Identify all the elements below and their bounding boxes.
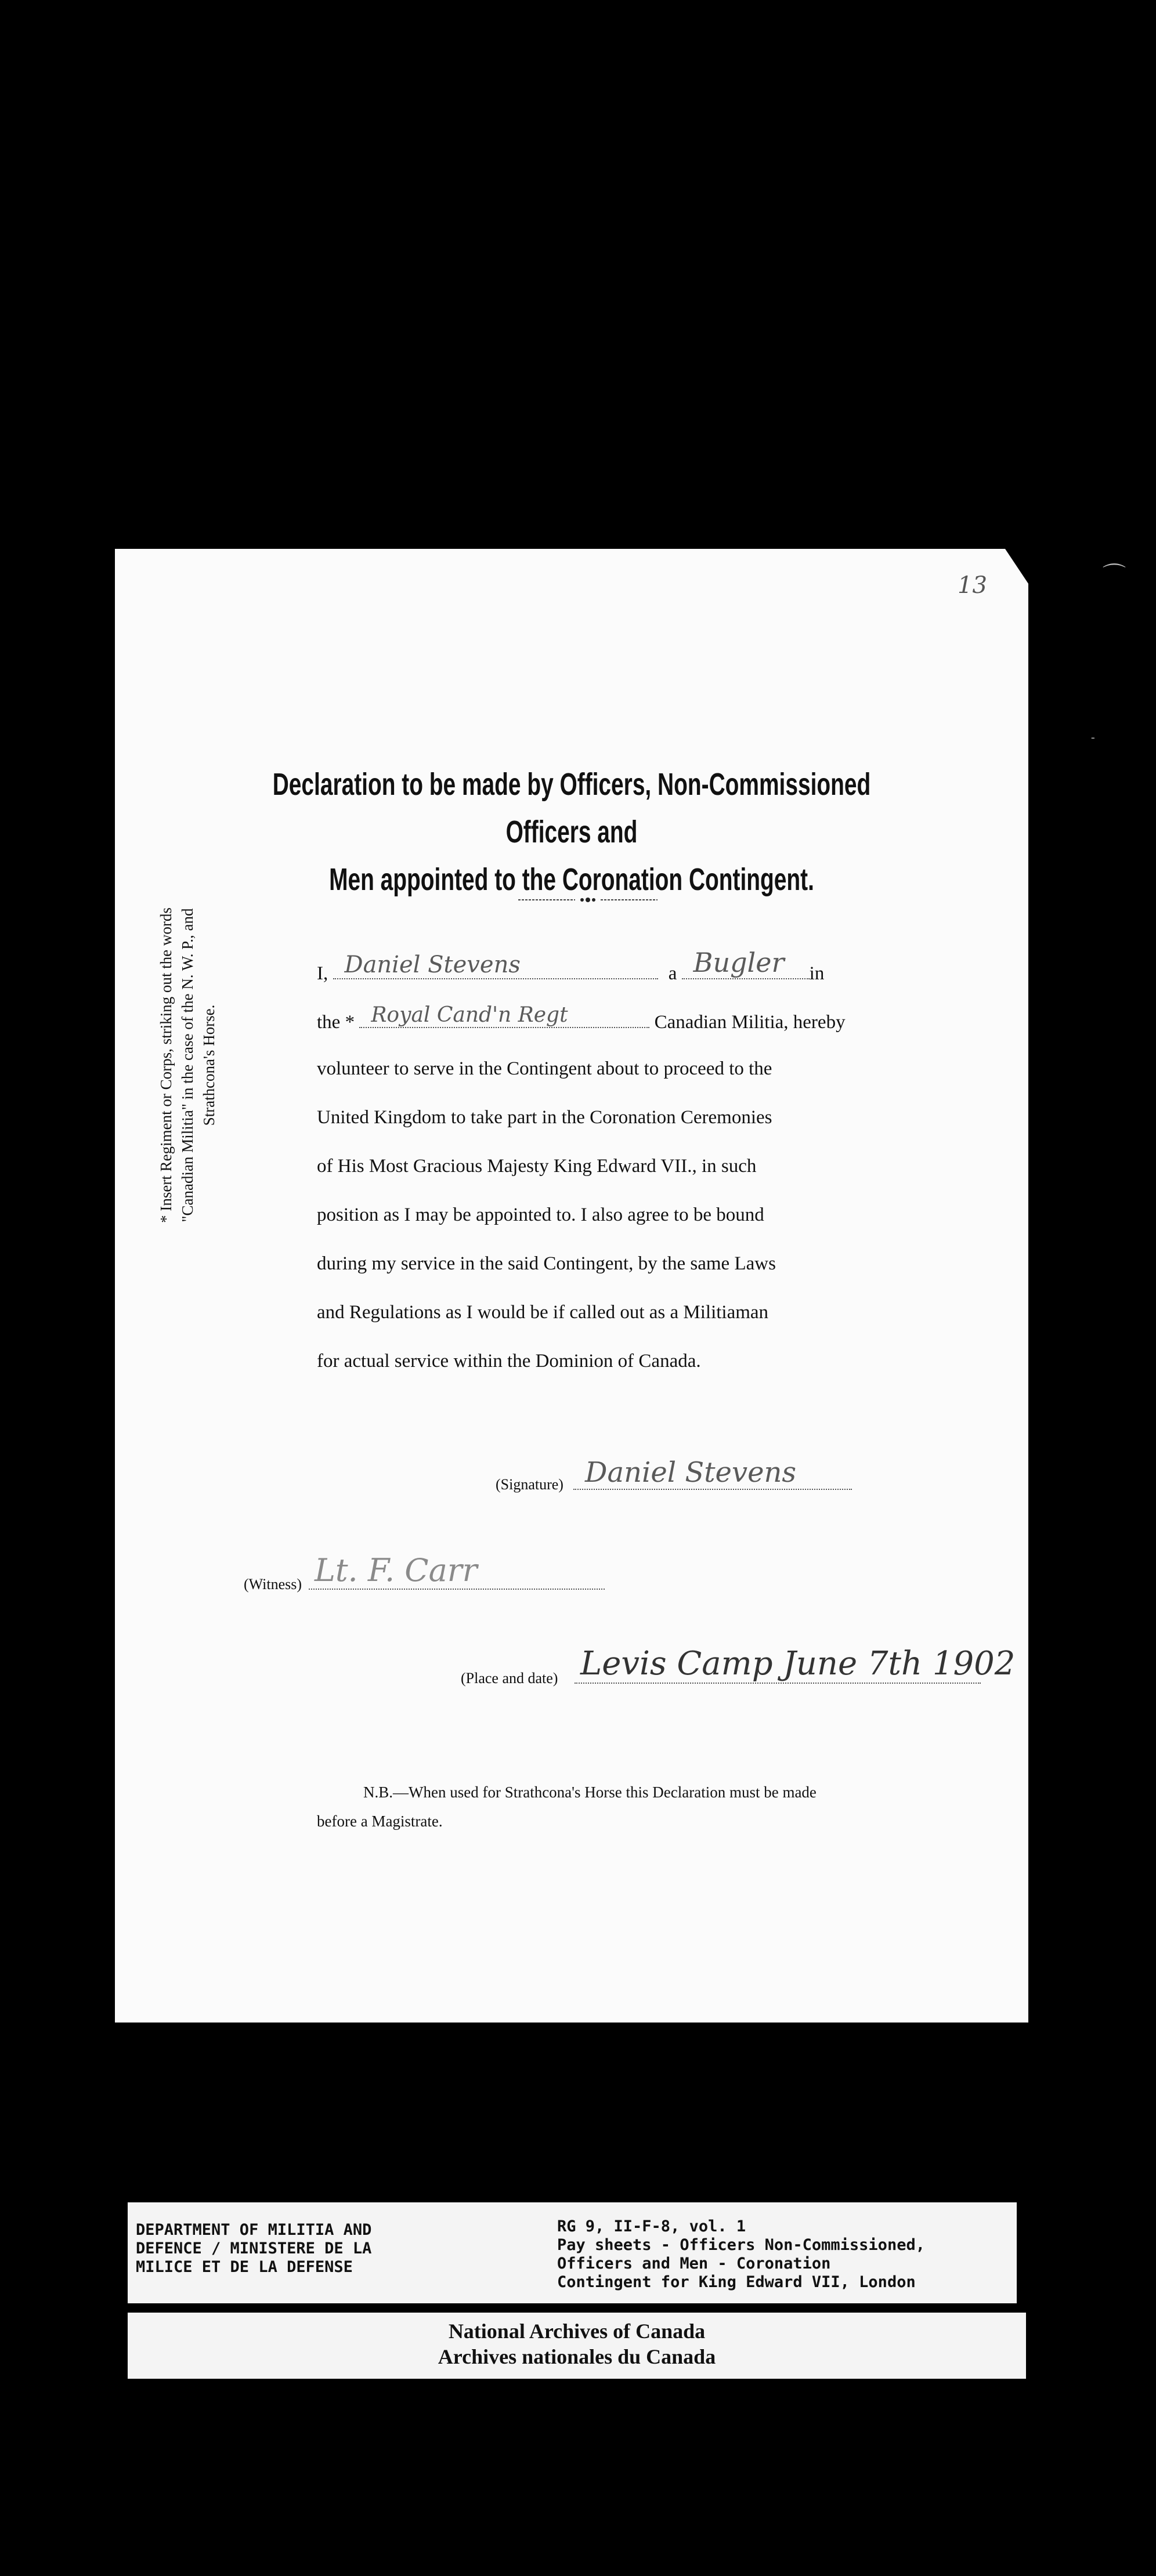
- national-archives-box: [128, 2313, 1026, 2379]
- handwritten-rank: Bugler: [693, 947, 785, 978]
- declaration-page: [115, 549, 1028, 2023]
- body-line-8: and Regulations as I would be if called out as a Militiaman: [317, 1302, 769, 1323]
- department-block: [136, 2221, 371, 2277]
- handwritten-name: Daniel Stevens: [344, 951, 521, 978]
- signature-field: [573, 1456, 852, 1490]
- handwritten-regiment: Royal Cand'n Regt: [371, 1003, 568, 1027]
- record-line-3: Officers and Men - Coronation: [557, 2255, 831, 2273]
- title-line-2: Men appointed to the Coronation Contingent.: [329, 862, 814, 897]
- side-note-line-2: "Canadian Militia" in the case of the N. W. P., and: [179, 908, 196, 1222]
- pronoun-i: I,: [317, 963, 328, 984]
- nac-line-2: Archives nationales du Canada: [438, 2345, 716, 2368]
- page-folded-corner: [1005, 549, 1028, 584]
- body-line-5: of His Most Gracious Majesty King Edward VII., in such: [317, 1156, 757, 1177]
- witness-field: [309, 1552, 605, 1590]
- record-line-4: Contingent for King Edward VII, London: [557, 2273, 916, 2291]
- witness-label: (Witness): [244, 1576, 302, 1593]
- side-note-line-1: * Insert Regiment or Corps, striking out the words: [157, 907, 175, 1223]
- article-a: a: [668, 963, 677, 984]
- signature-value: Daniel Stevens: [585, 1456, 797, 1489]
- body-line-2: [317, 1003, 846, 1033]
- nb-note: [317, 1778, 897, 1836]
- nb-line-1: N.B.—When used for Strathcona's Horse this Declaration must be made: [363, 1783, 817, 1801]
- body-line-3: volunteer to serve in the Contingent about to proceed to the: [317, 1058, 772, 1079]
- body-line-4: United Kingdom to take part in the Coronation Ceremonies: [317, 1107, 772, 1128]
- place-date-field: [575, 1645, 1016, 1684]
- line-2-tail: Canadian Militia, hereby: [654, 1012, 846, 1033]
- corner-page-number: 13: [958, 572, 987, 599]
- margin-mark-top: ⌒: [1103, 562, 1126, 588]
- rank-field: [682, 947, 810, 979]
- witness-value: Lt. F. Carr: [315, 1552, 478, 1589]
- record-group-block: [557, 2217, 925, 2292]
- body-line-7: during my service in the said Contingent, by the same Laws: [317, 1253, 776, 1274]
- department-line-2: DEFENCE / MINISTERE DE LA: [136, 2239, 372, 2257]
- nb-line-2: before a Magistrate.: [317, 1812, 443, 1830]
- record-line-2: Pay sheets - Officers Non-Commissioned,: [557, 2236, 925, 2254]
- title-line-1: Declaration to be made by Officers, Non-Commissioned Officers and: [272, 767, 871, 849]
- side-note: [156, 856, 225, 1274]
- declaration-title: [243, 761, 900, 903]
- nac-line-1: National Archives of Canada: [448, 2320, 706, 2343]
- body-line-9: for actual service within the Dominion of Canada.: [317, 1351, 701, 1372]
- word-the: the: [317, 1012, 341, 1033]
- name-field: [333, 951, 658, 979]
- word-in: in: [809, 963, 825, 984]
- asterisk-mark: *: [345, 1012, 355, 1033]
- department-line-3: MILICE ET DE LA DEFENSE: [136, 2258, 353, 2276]
- body-line-1: [317, 947, 825, 985]
- department-line-1: DEPARTMENT OF MILITIA AND: [136, 2221, 372, 2239]
- ornament-divider: [518, 894, 658, 906]
- signature-label: (Signature): [496, 1476, 563, 1493]
- side-note-line-3: Strathcona's Horse.: [200, 1004, 218, 1126]
- archive-reference-box: [128, 2202, 1017, 2303]
- regiment-field: [359, 1003, 649, 1028]
- margin-mark-mid: -: [1091, 731, 1095, 744]
- place-date-value: Levis Camp June 7th 1902: [580, 1645, 1016, 1683]
- record-line-1: RG 9, II-F-8, vol. 1: [557, 2217, 746, 2235]
- body-line-6: position as I may be appointed to. I also agree to be bound: [317, 1204, 764, 1225]
- place-date-label: (Place and date): [461, 1670, 558, 1687]
